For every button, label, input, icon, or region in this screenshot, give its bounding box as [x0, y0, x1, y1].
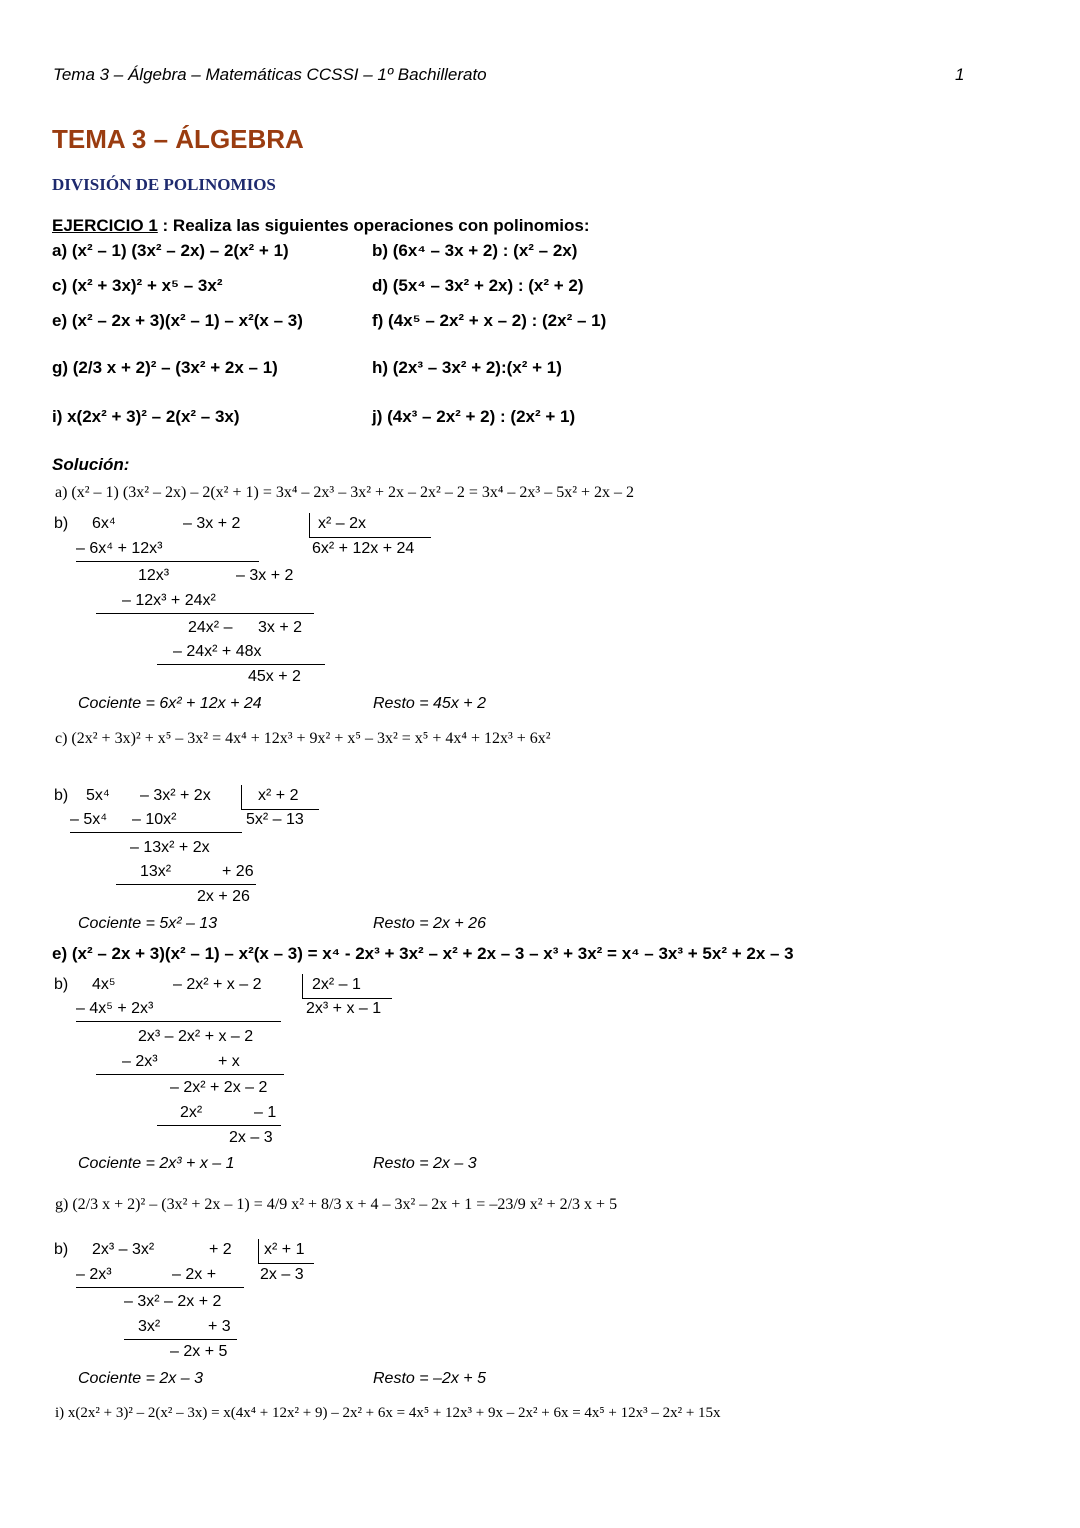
op-b: b) (6x⁴ – 3x + 2) : (x² – 2x): [372, 241, 578, 260]
div1-line1a: 6x⁴: [92, 515, 116, 532]
div1-resto: Resto = 45x + 2: [373, 695, 486, 712]
div4-label: b): [54, 1241, 69, 1258]
div3-line2: – 4x⁵ + 2x³: [76, 1000, 154, 1017]
div3-rule-1: [76, 1021, 281, 1022]
div3-line1b: – 2x² + x – 2: [173, 976, 262, 993]
div2-quotient-rule: [241, 809, 319, 810]
div3-line5: – 2x² + 2x – 2: [170, 1079, 268, 1096]
op-g: g) (2/3 x + 2)² – (3x² + 2x – 1): [52, 358, 278, 377]
solution-a: a) (x² – 1) (3x² – 2x) – 2(x² + 1) = 3x⁴ – 2x³ – 3x² + 2x – 2x² – 2 = 3x⁴ – 2x³ – 5x² + 2x – 2: [55, 484, 635, 501]
div3-quotient-rule: [302, 998, 392, 999]
section-title: DIVISIÓN DE POLINOMIOS: [52, 175, 276, 194]
div2-rule-1: [70, 832, 242, 833]
div1-rule-1: [76, 561, 259, 562]
op-e: e) (x² – 2x + 3)(x² – 1) – x²(x – 3): [52, 311, 303, 330]
div3-resto: Resto = 2x – 3: [373, 1155, 477, 1172]
div2-line4b: + 26: [222, 863, 254, 880]
div4-line2b: – 2x +: [172, 1266, 217, 1283]
op-c: c) (x² + 3x)² + x⁵ – 3x²: [52, 276, 223, 295]
div4-quotient: 2x – 3: [260, 1266, 304, 1283]
solution-g: g) (2/3 x + 2)² – (3x² + 2x – 1) = 4/9 x² + 8/3 x + 4 – 3x² – 2x + 1 = –23/9 x² + 2/3 x + 5: [55, 1196, 618, 1213]
div4-divisor: x² + 1: [264, 1241, 305, 1258]
div2-cociente: Cociente = 5x² – 13: [78, 915, 218, 932]
div1-remainder-line: 45x + 2: [248, 668, 301, 685]
main-title: TEMA 3 – ÁLGEBRA: [52, 124, 304, 154]
exercise-label: EJERCICIO 1: [52, 216, 158, 235]
div4-quotient-rule: [258, 1263, 314, 1264]
div3-cociente: Cociente = 2x³ + x – 1: [78, 1155, 235, 1172]
div1-quotient-rule: [309, 537, 431, 538]
op-h: h) (2x³ – 3x² + 2):(x² + 1): [372, 358, 562, 377]
solution-e: e) (x² – 2x + 3)(x² – 1) – x²(x – 3) = x⁴ - 2x³ + 3x² – x² + 2x – 3 – x³ + 3x² = x⁴ – 3x³ + 5x² + 2x – 3: [52, 944, 794, 963]
div1-line1b: – 3x + 2: [183, 515, 241, 532]
op-j: j) (4x³ – 2x² + 2) : (2x² + 1): [372, 407, 576, 426]
div2-rule-2: [116, 884, 256, 885]
page-header-title: Tema 3 – Álgebra – Matemáticas CCSSI – 1º Bachillerato: [53, 65, 487, 84]
div4-line1b: + 2: [209, 1241, 232, 1258]
div2-line1a: 5x⁴: [86, 787, 110, 804]
div1-line5b: 3x + 2: [258, 619, 303, 636]
div1-quotient: 6x² + 12x + 24: [312, 540, 415, 557]
exercise-prompt: : Realiza las siguientes operaciones con polinomios:: [157, 216, 590, 235]
div3-divisor: 2x² – 1: [312, 976, 361, 993]
div4-rule-1: [76, 1287, 244, 1288]
page-number: 1: [955, 65, 965, 84]
div1-line2: – 6x⁴ + 12x³: [76, 540, 163, 557]
div2-label: b): [54, 787, 69, 804]
div1-divisor: x² – 2x: [318, 515, 367, 532]
div4-resto: Resto = –2x + 5: [373, 1370, 486, 1387]
div2-line4a: 13x²: [140, 863, 172, 880]
div3-label: b): [54, 976, 69, 993]
solution-i: i) x(2x² + 3)² – 2(x² – 3x) = x(4x⁴ + 12x² + 9) – 2x² + 6x = 4x⁵ + 12x³ + 9x – 2x² + 6x = 4x⁵ + 12x³ – 2x² + 15x: [55, 1405, 721, 1421]
div3-line6a: 2x²: [180, 1104, 203, 1121]
div4-line4b: + 3: [208, 1318, 231, 1335]
div3-line6b: – 1: [254, 1104, 277, 1121]
div1-divisor-bracket: [309, 513, 310, 537]
div2-line3: – 13x² + 2x: [130, 839, 210, 856]
div4-line2a: – 2x³: [76, 1266, 112, 1283]
div1-line3a: 12x³: [138, 567, 170, 584]
op-d: d) (5x⁴ – 3x² + 2x) : (x² + 2): [372, 276, 584, 295]
div2-remainder-line: 2x + 26: [197, 888, 250, 905]
div1-label: b): [54, 515, 69, 532]
div2-line1b: – 3x² + 2x: [140, 787, 211, 804]
div4-cociente: Cociente = 2x – 3: [78, 1370, 203, 1387]
div2-line2b: – 10x²: [132, 811, 177, 828]
div3-line3: 2x³ – 2x² + x – 2: [138, 1028, 254, 1045]
div3-rule-3: [157, 1125, 281, 1126]
div1-cociente: Cociente = 6x² + 12x + 24: [78, 695, 262, 712]
div2-divisor-bracket: [241, 785, 242, 809]
div1-line5a: 24x² –: [188, 619, 233, 636]
div4-line1a: 2x³ – 3x²: [92, 1241, 155, 1258]
div4-remainder-line: – 2x + 5: [170, 1343, 228, 1360]
op-a: a) (x² – 1) (3x² – 2x) – 2(x² + 1): [52, 241, 289, 260]
div3-line4a: – 2x³: [122, 1053, 158, 1070]
div4-divisor-bracket: [258, 1239, 259, 1263]
div1-rule-3: [157, 664, 325, 665]
div2-quotient: 5x² – 13: [246, 811, 304, 828]
div3-remainder-line: 2x – 3: [229, 1129, 273, 1146]
div4-line4a: 3x²: [138, 1318, 161, 1335]
div2-resto: Resto = 2x + 26: [373, 915, 486, 932]
exercise-heading: [52, 216, 590, 236]
div4-rule-2: [124, 1339, 237, 1340]
div4-line3: – 3x² – 2x + 2: [124, 1293, 222, 1310]
div3-divisor-bracket: [302, 974, 303, 998]
div3-quotient: 2x³ + x – 1: [306, 1000, 382, 1017]
div1-line6: – 24x² + 48x: [173, 643, 262, 660]
div3-rule-2: [96, 1074, 284, 1075]
div2-line2a: – 5x⁴: [70, 811, 108, 828]
div1-line4: – 12x³ + 24x²: [122, 592, 216, 609]
solution-c: c) (2x² + 3x)² + x⁵ – 3x² = 4x⁴ + 12x³ + 9x² + x⁵ – 3x² = x⁵ + 4x⁴ + 12x³ + 6x²: [55, 730, 551, 747]
op-i: i) x(2x² + 3)² – 2(x² – 3x): [52, 407, 240, 426]
div1-line3b: – 3x + 2: [236, 567, 294, 584]
solution-label: Solución:: [52, 455, 130, 474]
div3-line1a: 4x⁵: [92, 976, 116, 993]
div1-rule-2: [96, 613, 314, 614]
div3-line4b: + x: [218, 1053, 240, 1070]
div2-divisor: x² + 2: [258, 787, 299, 804]
op-f: f) (4x⁵ – 2x² + x – 2) : (2x² – 1): [372, 311, 607, 330]
